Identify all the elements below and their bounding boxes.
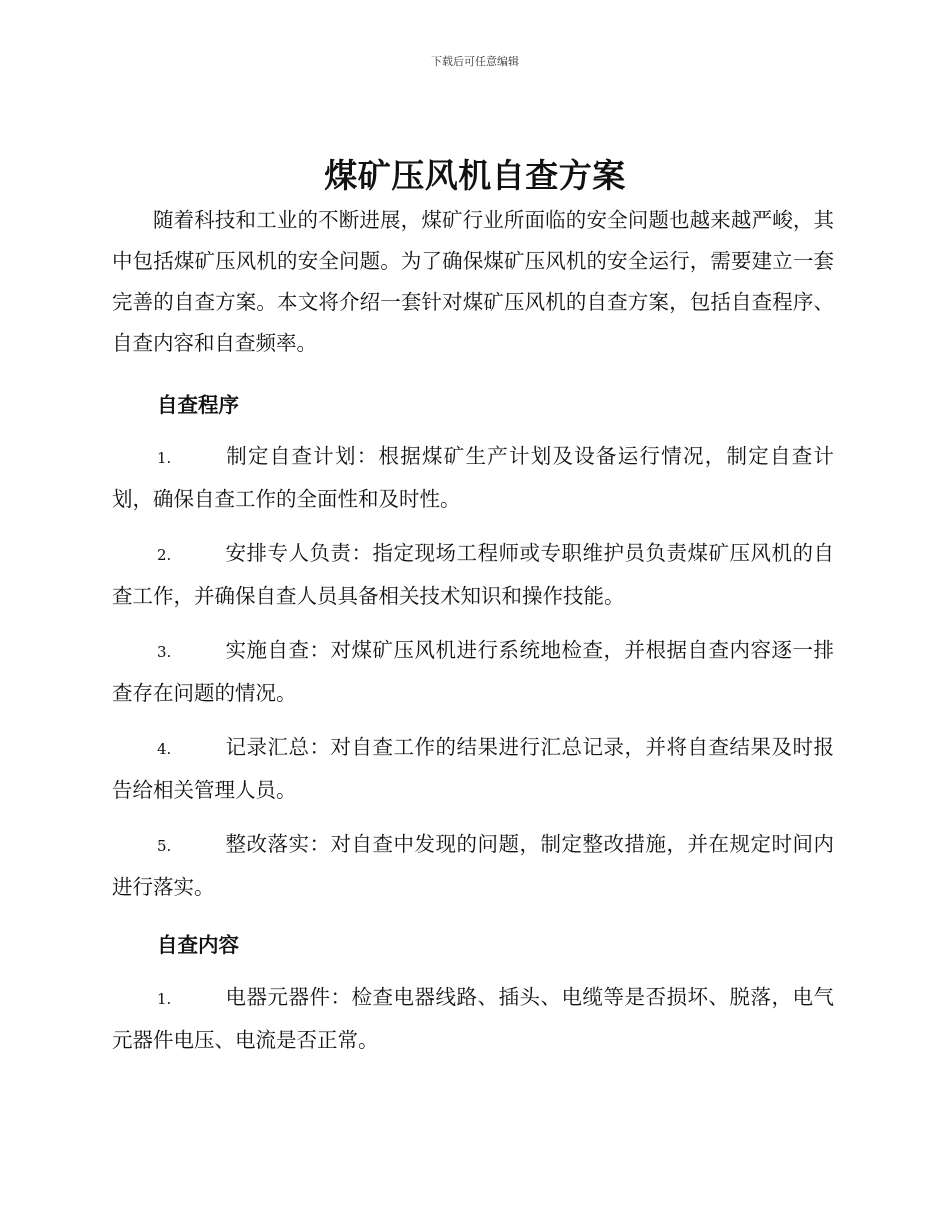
item-number: 2. xyxy=(157,546,172,564)
item-number: 1. xyxy=(157,449,172,467)
list-item xyxy=(112,824,834,908)
item-text: 电器元器件：检查电器线路、插头、电缆等是否损坏、脱落，电气元器件电压、电流是否正常。 xyxy=(112,985,834,1052)
item-text: 制定自查计划：根据煤矿生产计划及设备运行情况，制定自查计划，确保自查工作的全面性和及时性。 xyxy=(112,444,834,511)
item-text: 记录汇总：对自查工作的结果进行汇总记录，并将自查结果及时报告给相关管理人员。 xyxy=(112,735,834,802)
item-number: 5. xyxy=(157,837,172,855)
document-title: 煤矿压风机自查方案 xyxy=(324,156,626,195)
item-number: 3. xyxy=(157,643,172,661)
list-item xyxy=(112,727,834,811)
list-item xyxy=(112,533,834,617)
section-heading-procedure: 自查程序 xyxy=(157,393,239,417)
list-item xyxy=(112,436,834,520)
item-text: 整改落实：对自查中发现的问题，制定整改措施，并在规定时间内进行落实。 xyxy=(112,832,834,899)
header-note: 下载后可任意编辑 xyxy=(431,55,519,68)
item-text: 安排专人负责：指定现场工程师或专职维护员负责煤矿压风机的自查工作，并确保自查人员具备相关技术知识和操作技能。 xyxy=(112,541,834,608)
list-item xyxy=(112,630,834,714)
section-heading-content: 自查内容 xyxy=(157,933,239,957)
item-number: 4. xyxy=(157,740,172,758)
intro-paragraph: 随着科技和工业的不断进展，煤矿行业所面临的安全问题也越来越严峻，其中包括煤矿压风机的安全问题。为了确保煤矿压风机的安全运行，需要建立一套完善的自查方案。本文将介绍一套针对煤矿压风机的自查方案，包括自查程序、自查内容和自查频率。 xyxy=(112,208,834,355)
item-text: 实施自查：对煤矿压风机进行系统地检查，并根据自查内容逐一排查存在问题的情况。 xyxy=(112,638,834,705)
list-item xyxy=(112,977,834,1061)
item-number: 1. xyxy=(157,990,172,1008)
